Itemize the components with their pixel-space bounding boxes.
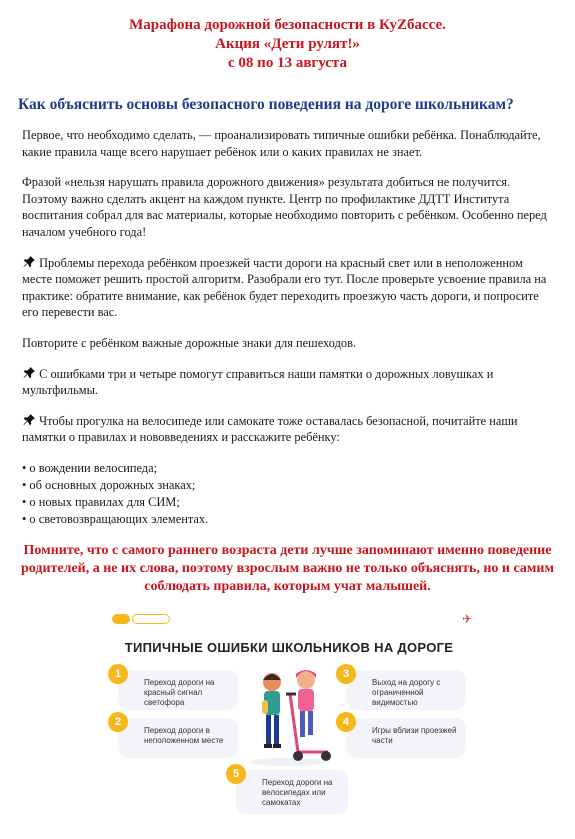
callout: Помните, что с самого раннего возраста дети лучше запоминают именно поведение родителей, а не их слова, поэтому взрослым важно не только объяснять, но и самим соблюдать правила, которым учат малышей. — [20, 542, 555, 594]
paragraph-3 — [22, 255, 553, 321]
children-scooter-illustration — [238, 664, 338, 768]
pushpin-icon — [22, 366, 36, 380]
list-item: • о вождении велосипеда; — [22, 460, 158, 475]
card-4 — [346, 718, 466, 758]
card-3-text: Выход на дорогу с ограниченной видимостью — [372, 678, 441, 707]
logo-mark-icon: ✈ — [461, 612, 472, 626]
list-item: • о новых правилах для СИМ; — [22, 494, 180, 509]
header-line-1: Марафона дорожной безопасности в КуZбассе. — [129, 17, 446, 33]
card-4-number: 4 — [336, 712, 356, 732]
card-3-number: 3 — [336, 664, 356, 684]
card-5-number: 5 — [226, 764, 246, 784]
card-1-text: Переход дороги на красный сигнал светофора — [144, 678, 215, 707]
card-2-text: Переход дороги в неположенном месте — [144, 726, 224, 745]
header-line-2: Акция «Дети рулят!» — [215, 36, 360, 52]
card-2-number: 2 — [108, 712, 128, 732]
badge-row — [112, 614, 170, 632]
badge-pill — [112, 614, 130, 624]
paragraph-5-text: С ошибками три и четыре помогут справиться наши памятки о дорожных ловушках и мультфильмы. — [22, 366, 494, 398]
paragraph-2: Фразой «нельзя нарушать правила дорожного движения» результата добиться не получится. Поэтому важно сделать акцент на каждом пункте. Центр по профилактике ДДТТ Института воспитания собрал для вас материалы, которые необходимо повторить с ребёнком. Особенно перед началом учебного года! — [22, 175, 547, 239]
card-2 — [118, 718, 238, 758]
card-1-number: 1 — [108, 664, 128, 684]
list-item: • об основных дорожных знаках; — [22, 477, 196, 492]
card-3 — [346, 670, 466, 710]
paragraph-1: Первое, что необходимо сделать, — проанализировать типичные ошибки ребёнка. Понаблюдайте, какие правила чаще всего нарушает ребёнок или о каких правилах не знает. — [22, 128, 541, 159]
list-item: • о световозвращающих элементах. — [22, 511, 209, 526]
pushpin-icon — [22, 413, 36, 427]
article-body — [22, 127, 553, 528]
infographic-title: ТИПИЧНЫЕ ОШИБКИ ШКОЛЬНИКОВ НА ДОРОГЕ — [124, 640, 454, 655]
paragraph-3-text: Проблемы перехода ребёнком проезжей части дороги на красный свет или в неположенном месте поможет решить простой алгоритм. Разобрали его тут. После проверьте усвоение правила на практике: обратите внимание, как ребёнок будет переходить проезжую часть дороги, и попросите его перевести вас. — [22, 255, 547, 320]
card-5 — [236, 770, 348, 814]
header-line-3: с 08 по 13 августа — [228, 55, 347, 71]
infographic — [88, 612, 490, 839]
paragraph-4: Повторите с ребёнком важные дорожные знаки для пешеходов. — [22, 335, 357, 350]
card-1 — [118, 670, 238, 710]
card-4-text: Игры вблизи проезжей части — [372, 726, 457, 745]
bullet-list — [22, 460, 553, 528]
card-5-text: Переход дороги на велосипедах или самокатах — [262, 778, 333, 807]
badge-outline — [132, 614, 170, 624]
paragraph-6 — [22, 413, 553, 446]
pushpin-icon — [22, 255, 36, 269]
header — [0, 0, 575, 73]
paragraph-6-text: Чтобы прогулка на велосипеде или самокате тоже оставалась безопасной, почитайте наши памятки о правилах и нововведениях и расскажите ребёнку: — [22, 413, 518, 445]
paragraph-5 — [22, 366, 553, 399]
subtitle: Как объяснить основы безопасного поведения на дороге школьникам? — [18, 96, 514, 113]
